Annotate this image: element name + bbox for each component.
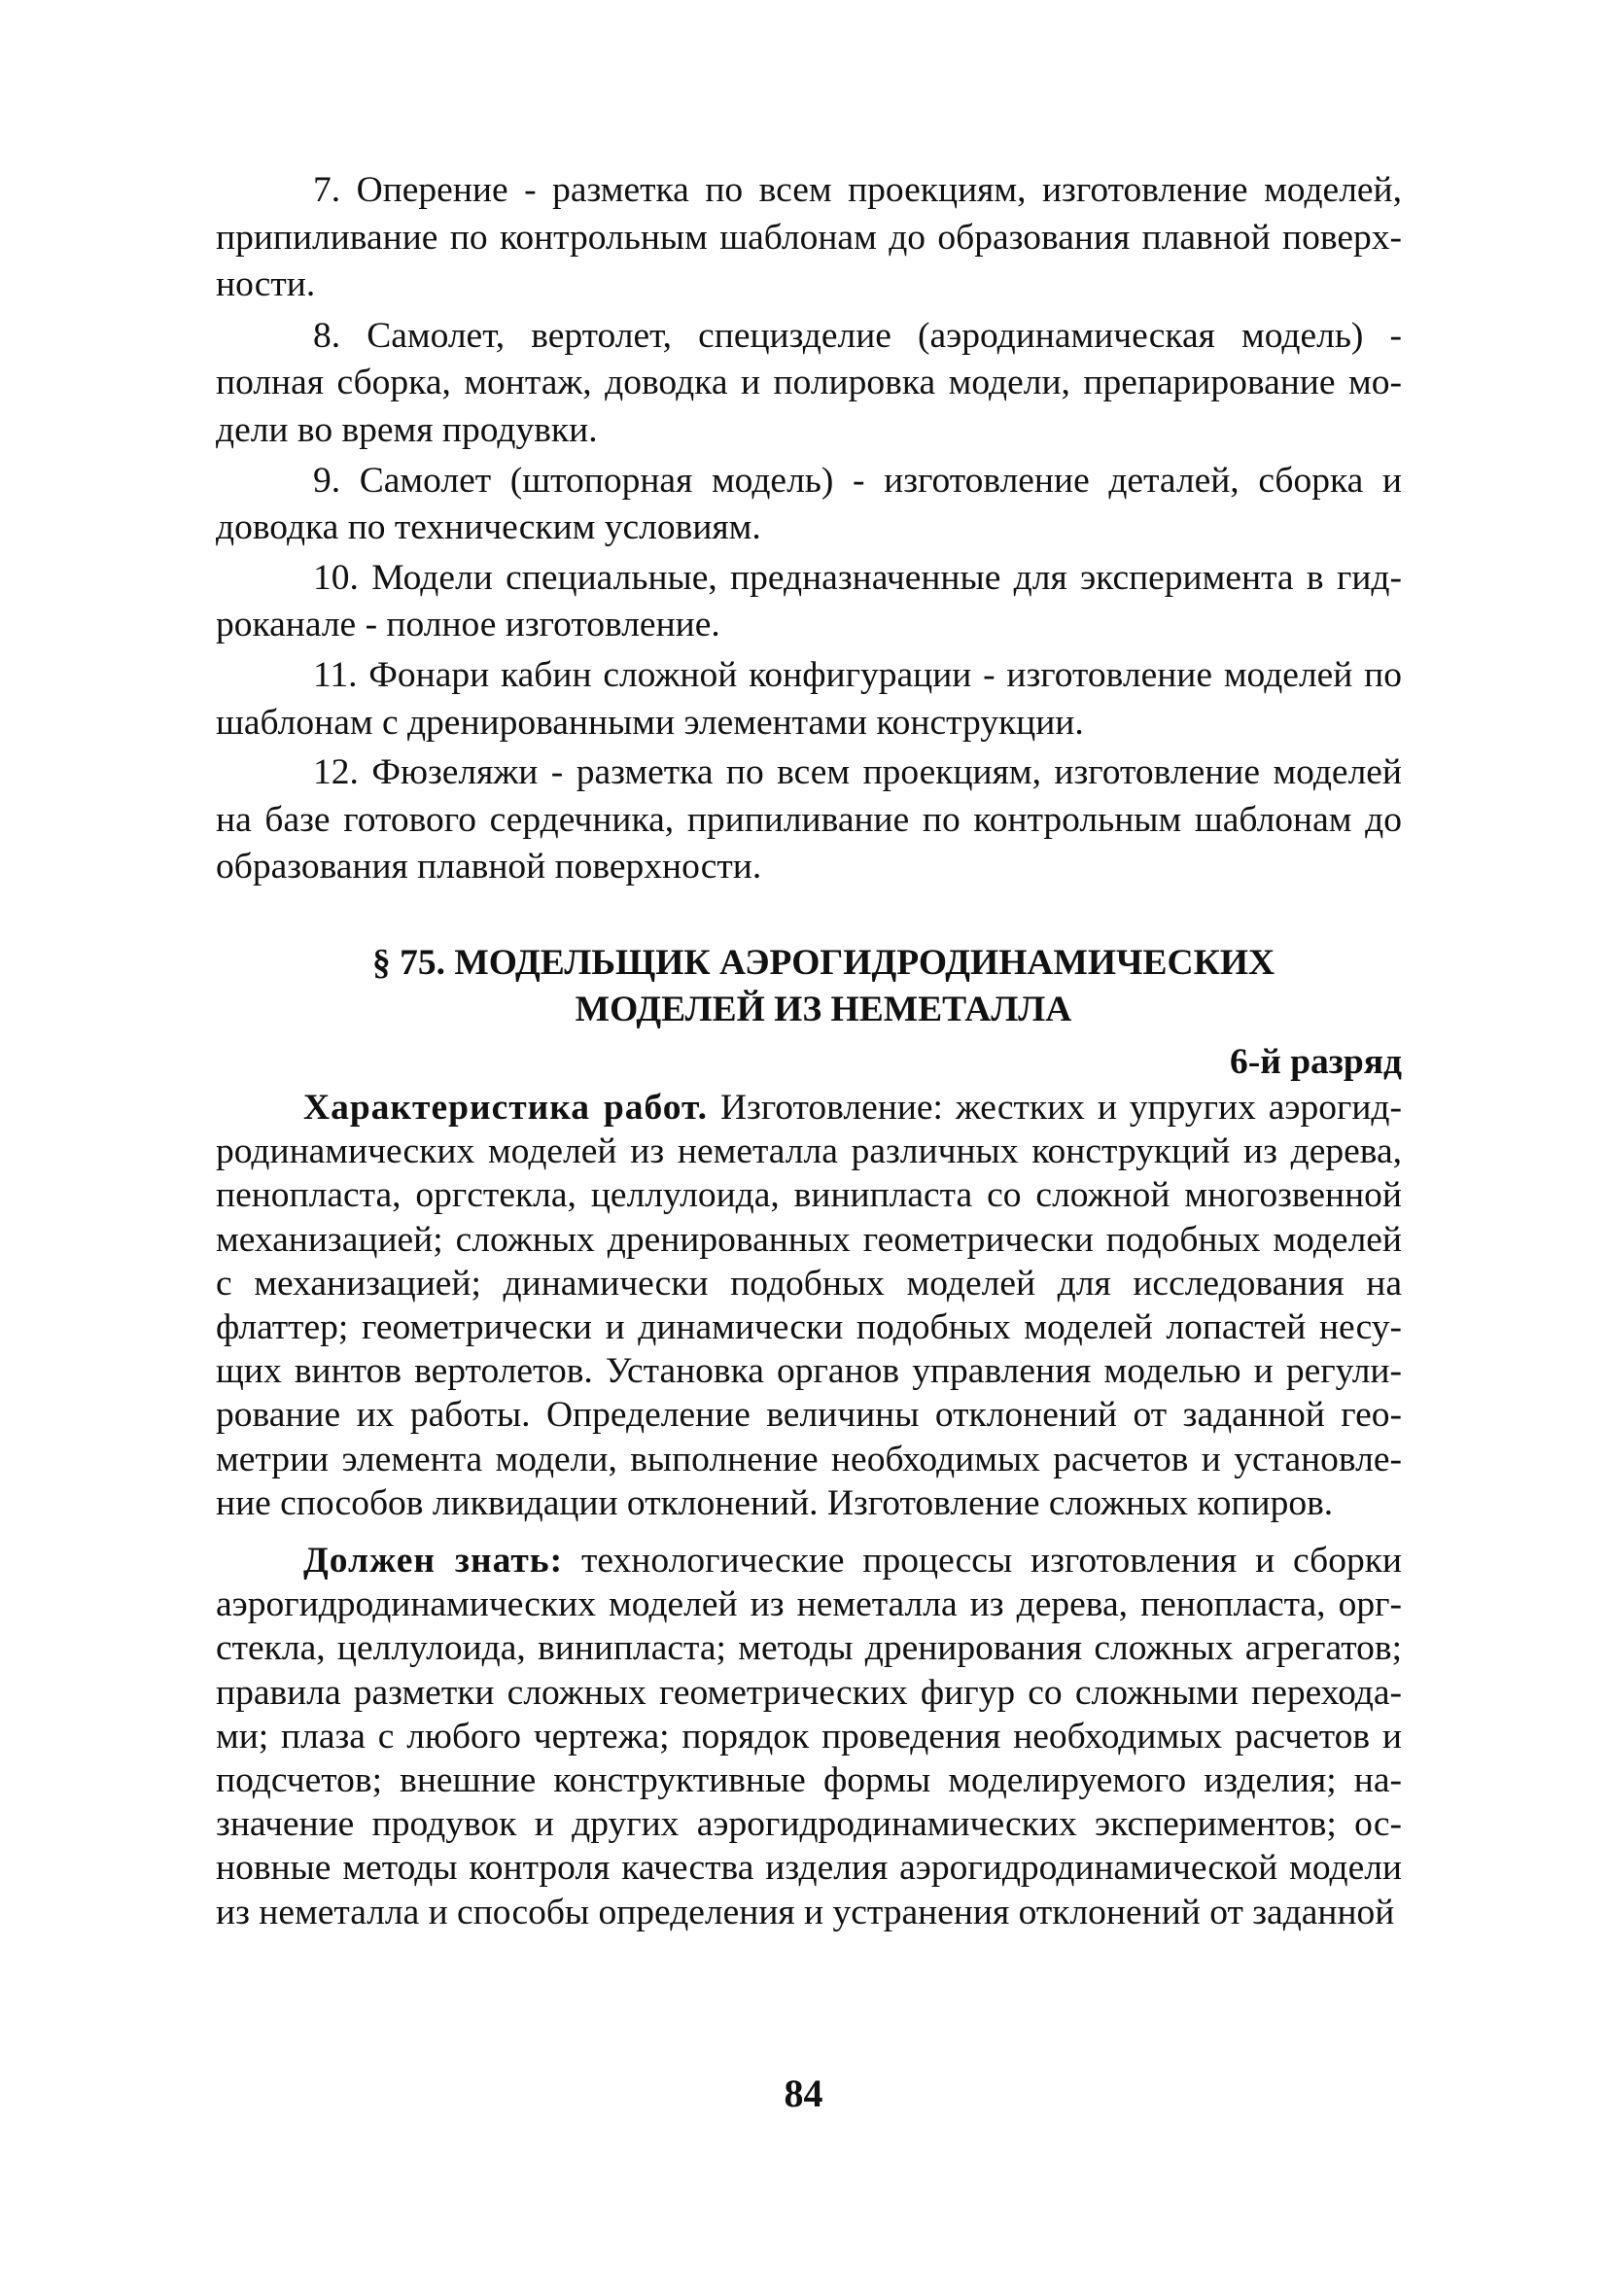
- list-item-11: 11. Фонари кабин сложной конфигурации - изготовление моделей по шаблонам с дренированными элементами конструкции.: [216, 654, 1402, 743]
- knowledge-label: Должен знать:: [303, 1540, 564, 1581]
- section-heading: [216, 940, 1402, 1033]
- knowledge-text: технологические процессы изготовления и сборки аэрогидродинамических моделей из неметалла из дерева, пенопласта, оргстекла, целлулоида, винипласта; методы дренирования сложных агрегатов; правила разметки сложных геометрических фигур со сложными переходами; плаза с любого чертежа; порядок проведения необходимых расчетов и подсчетов; внешние конструктивные формы моделируемого изделия; назначение продувок и других аэрогидродинамических экспериментов; основные методы контроля качества изделия аэрогидродинамической модели из неметалла и способы определения и устранения отклонений от заданной: [216, 1540, 1402, 1932]
- section-title-line-1: § 75. МОДЕЛЬЩИК АЭРОГИДРОДИНАМИЧЕСКИХ: [371, 942, 1275, 983]
- page-content: [216, 167, 1402, 1934]
- characteristics-text: Изготовление: жестких и упругих аэрогидродинамических моделей из неметалла различных конструкций из дерева, пенопласта, оргстекла, целлулоида, винипласта со сложной многозвенной механизацией; сложных дренированных геометрически подобных моделей с механизацией; динамически подобных моделей для исследования на флаттер; геометрически и динамически подобных моделей лопастей несущих винтов вертолетов. Установка органов управления моделью и регулирование их работы. Определение величины отклонений от заданной геометрии элемента модели, выполнение необходимых расчетов и установление способов ликвидации отклонений. Изготовление сложных копиров.: [216, 1087, 1402, 1523]
- characteristics-paragraph: [216, 1086, 1402, 1525]
- knowledge-paragraph: [216, 1539, 1402, 1934]
- list-item-8: 8. Самолет, вертолет, специзделие (аэродинамическая модель) - полная сборка, монтаж, доводка и полировка модели, препарирование модели во время продувки.: [216, 315, 1402, 450]
- grade-label: 6-й разряд: [1229, 1041, 1402, 1082]
- list-item-9: 9. Самолет (штопорная модель) - изготовление деталей, сборка и доводка по техническим условиям.: [216, 460, 1402, 548]
- page-number: 84: [784, 2071, 823, 2115]
- section-title-line-2: МОДЕЛЕЙ ИЗ НЕМЕТАЛЛА: [575, 989, 1072, 1029]
- characteristics-label: Характеристика работ.: [303, 1087, 709, 1128]
- list-item-12: 12. Фюзеляжи - разметка по всем проекциям, изготовление моделей на базе готового сердечника, припиливание по контрольным шаблонам до образования плавной поверхности.: [216, 752, 1402, 887]
- list-item-7: 7. Оперение - разметка по всем проекциям, изготовление моделей, припиливание по контрольным шаблонам до образования плавной поверхности.: [216, 170, 1402, 305]
- list-item-10: 10. Модели специальные, предназначенные для эксперимента в гидроканале - полное изготовление.: [216, 557, 1402, 645]
